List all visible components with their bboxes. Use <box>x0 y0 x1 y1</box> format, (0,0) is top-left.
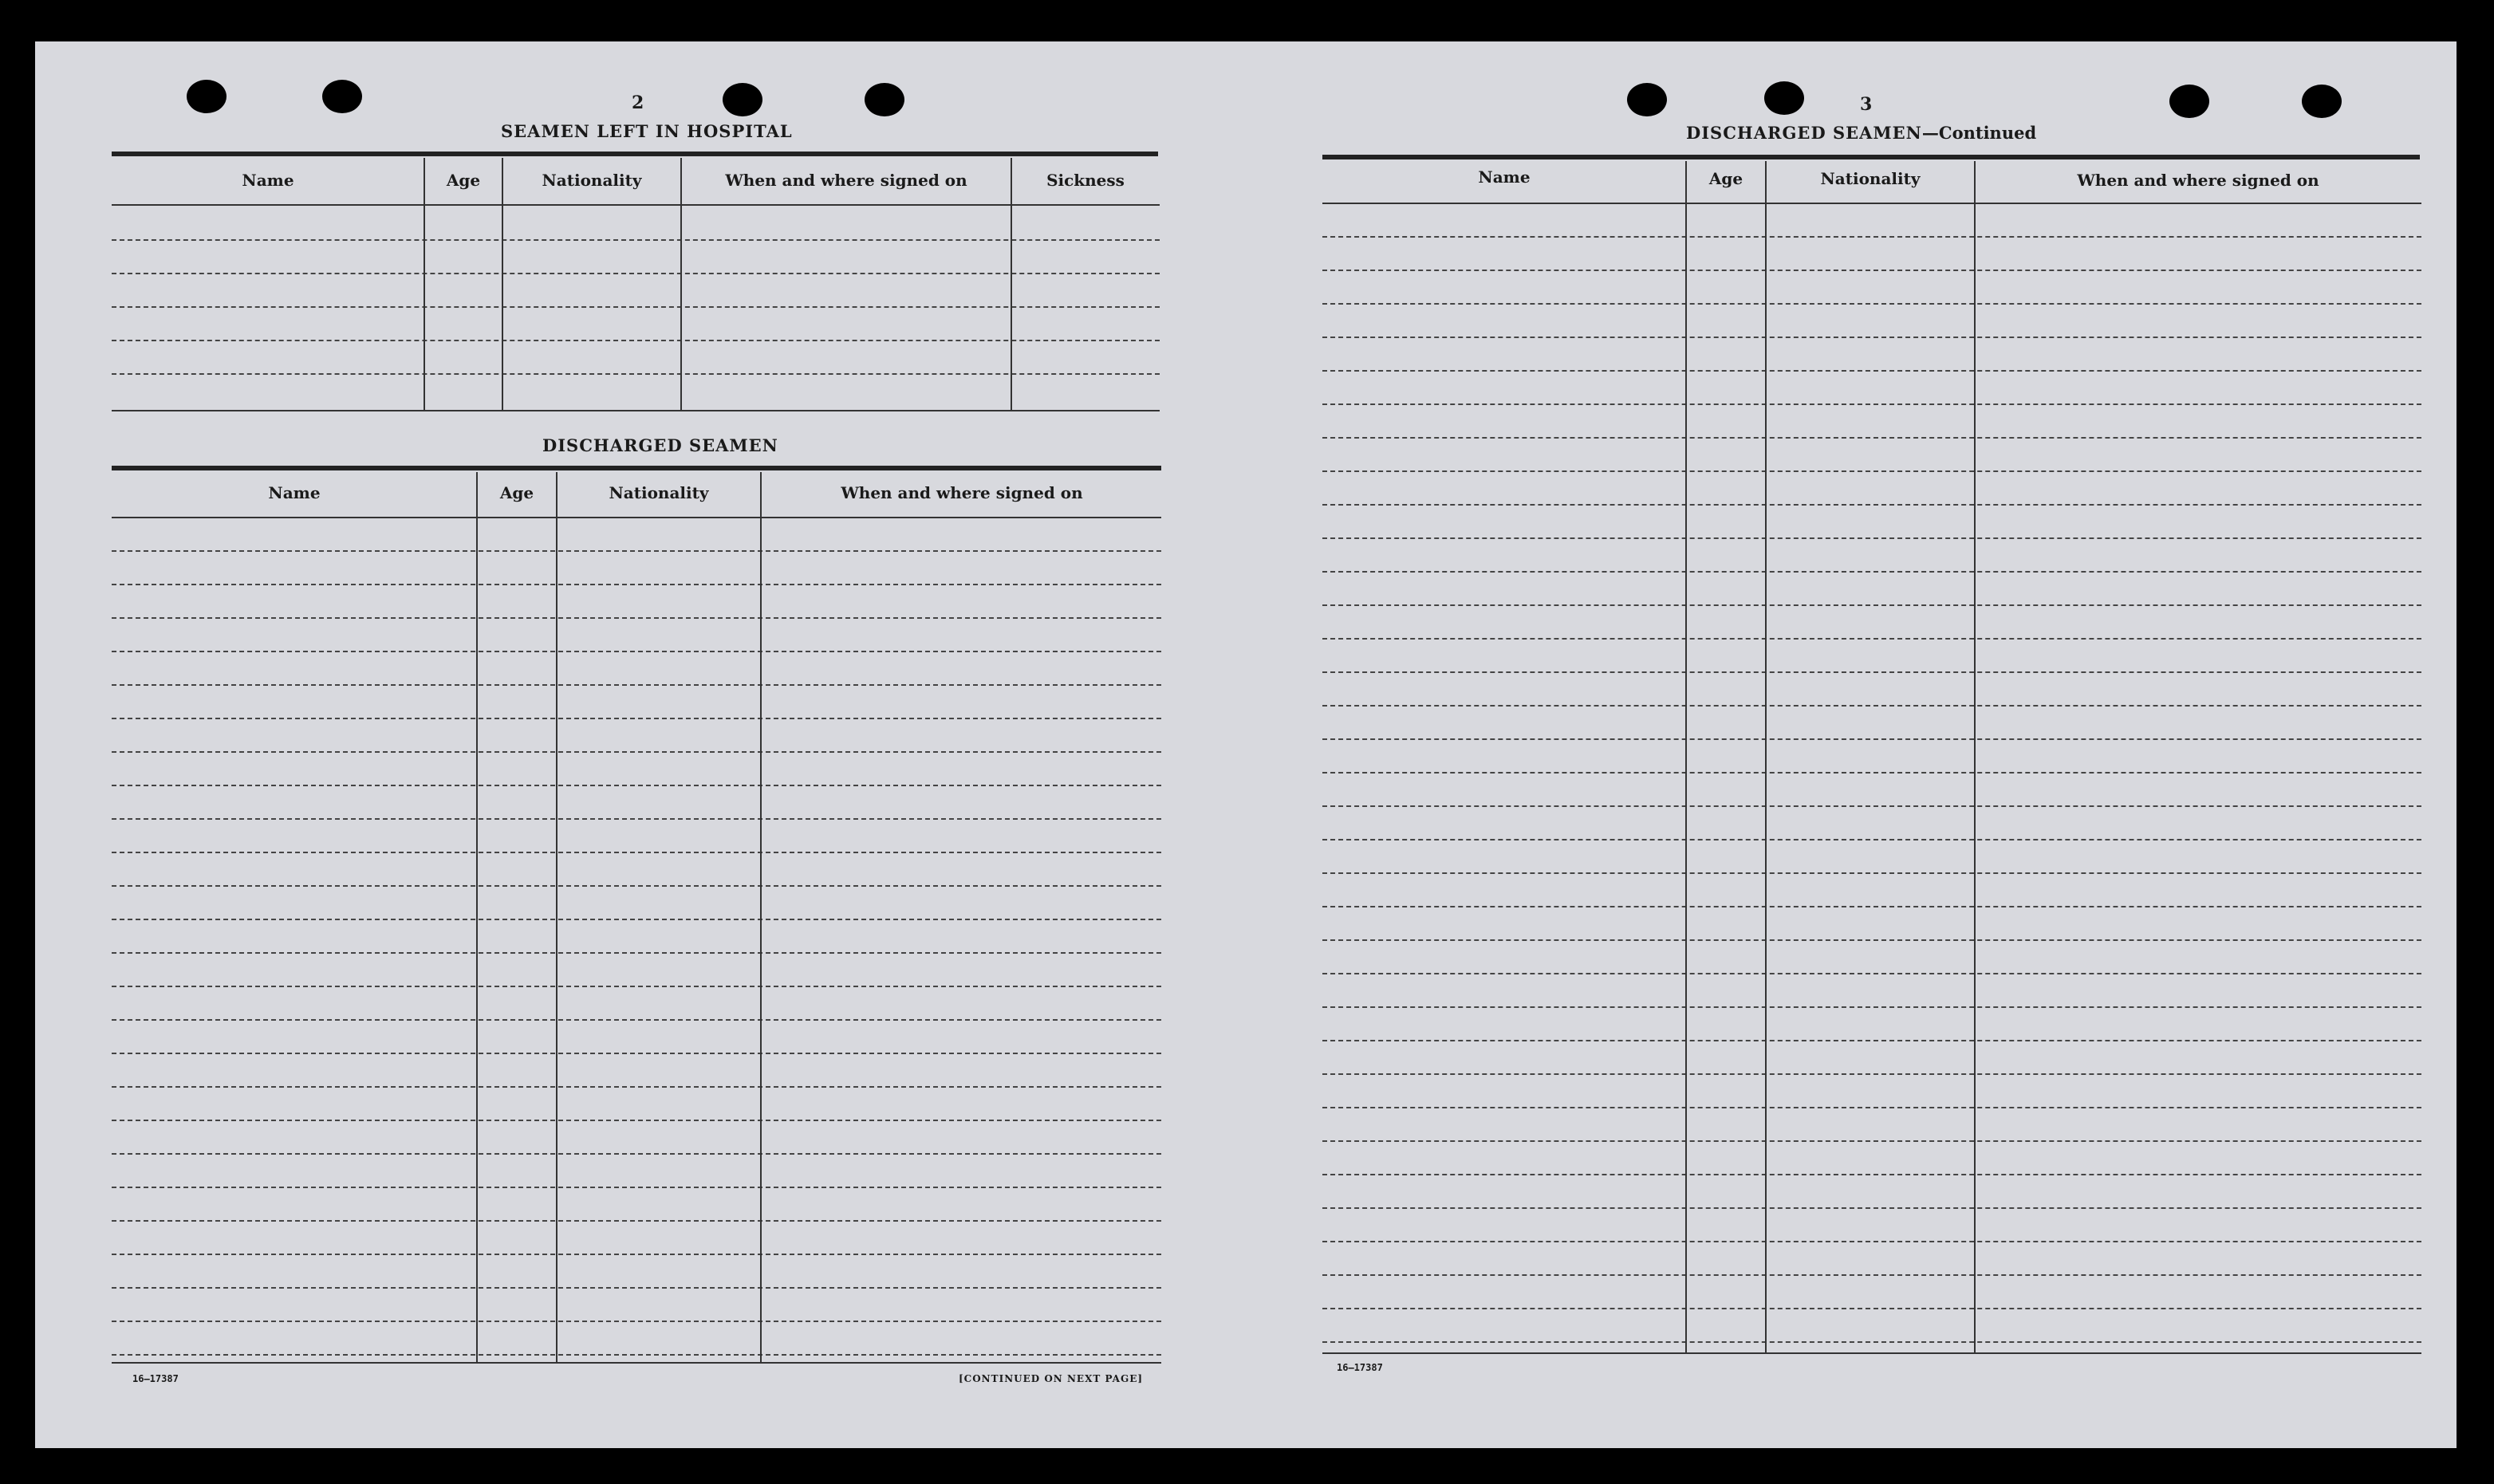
page-number-left: 2 <box>632 93 644 113</box>
discharged-row-rule <box>112 550 1161 552</box>
right-row-rule <box>1322 537 2421 539</box>
punch-hole <box>1627 83 1667 116</box>
right-row-rule <box>1322 1308 2421 1309</box>
discharged-col-divider <box>476 472 478 1362</box>
discharged-col-divider <box>760 472 762 1362</box>
right-row-rule <box>1322 738 2421 740</box>
hospital-col-name: Name <box>242 171 294 190</box>
right-row-rule <box>1322 671 2421 673</box>
hospital-col-divider <box>680 158 682 410</box>
discharged-section-title: DISCHARGED SEAMEN <box>542 435 778 455</box>
discharged-row-rule <box>112 1354 1161 1356</box>
punch-hole <box>187 80 227 113</box>
discharged-col-name: Name <box>268 483 321 502</box>
discharged-row-rule <box>112 1220 1161 1222</box>
right-row-rule <box>1322 872 2421 874</box>
discharged-row-rule <box>112 1120 1161 1121</box>
hospital-bottom-rule <box>112 410 1160 411</box>
discharged-row-rule <box>112 785 1161 786</box>
right-section-title-suffix: —Continued <box>1921 123 2037 143</box>
right-row-rule <box>1322 571 2421 573</box>
right-row-rule <box>1322 504 2421 506</box>
discharged-row-rule <box>112 651 1161 652</box>
right-col-divider <box>1974 161 1976 1352</box>
discharged-row-rule <box>112 1321 1161 1322</box>
right-col-divider <box>1765 161 1767 1352</box>
continued-note: [CONTINUED ON NEXT PAGE] <box>959 1373 1144 1384</box>
discharged-row-rule <box>112 1187 1161 1188</box>
discharged-header-rule <box>112 517 1161 518</box>
right-section-title-main: DISCHARGED SEAMEN <box>1686 123 1922 143</box>
discharged-row-rule <box>112 1287 1161 1289</box>
right-row-rule <box>1322 1006 2421 1008</box>
right-row-rule <box>1322 303 2421 305</box>
hospital-col-age: Age <box>446 171 481 190</box>
discharged-col-nationality: Nationality <box>609 483 709 502</box>
right-row-rule <box>1322 973 2421 974</box>
discharged-row-rule <box>112 818 1161 820</box>
right-row-rule <box>1322 1107 2421 1108</box>
right-row-rule <box>1322 1341 2421 1343</box>
discharged-row-rule <box>112 952 1161 954</box>
hospital-row-rule <box>112 340 1160 341</box>
discharged-col-signed-on: When and where signed on <box>841 483 1083 502</box>
right-bottom-rule <box>1322 1352 2421 1354</box>
right-row-rule <box>1322 270 2421 271</box>
right-header-rule <box>1322 203 2421 204</box>
right-row-rule <box>1322 1241 2421 1242</box>
right-col-age: Age <box>1708 169 1743 188</box>
right-row-rule <box>1322 1040 2421 1041</box>
right-col-signed-on: When and where signed on <box>2077 171 2319 190</box>
hospital-col-divider <box>1011 158 1012 410</box>
right-row-rule <box>1322 772 2421 773</box>
hospital-col-divider <box>502 158 503 410</box>
right-row-rule <box>1322 1073 2421 1075</box>
form-number-right: 16—17387 <box>1337 1362 1383 1373</box>
form-number-left: 16—17387 <box>132 1373 179 1384</box>
right-row-rule <box>1322 1207 2421 1209</box>
right-section-title <box>1686 123 2036 143</box>
punch-hole <box>1764 81 1804 115</box>
right-row-rule <box>1322 1174 2421 1175</box>
right-row-rule <box>1322 370 2421 372</box>
form-sheet <box>35 41 2457 1448</box>
discharged-row-rule <box>112 1053 1161 1054</box>
hospital-header-rule <box>112 204 1160 206</box>
hospital-section-title: SEAMEN LEFT IN HOSPITAL <box>501 121 793 141</box>
right-col-divider <box>1685 161 1687 1352</box>
right-row-rule <box>1322 604 2421 606</box>
page-number-right: 3 <box>1860 94 1873 115</box>
discharged-top-rule <box>112 466 1161 470</box>
hospital-col-divider <box>424 158 425 410</box>
hospital-row-rule <box>112 373 1160 375</box>
discharged-row-rule <box>112 1086 1161 1088</box>
right-row-rule <box>1322 638 2421 640</box>
discharged-row-rule <box>112 684 1161 686</box>
right-row-rule <box>1322 403 2421 405</box>
discharged-row-rule <box>112 986 1161 987</box>
discharged-row-rule <box>112 617 1161 619</box>
right-row-rule <box>1322 906 2421 907</box>
right-row-rule <box>1322 705 2421 707</box>
hospital-row-rule <box>112 273 1160 274</box>
right-row-rule <box>1322 805 2421 807</box>
hospital-row-rule <box>112 306 1160 308</box>
right-row-rule <box>1322 437 2421 439</box>
discharged-col-divider <box>556 472 558 1362</box>
discharged-col-age: Age <box>499 483 534 502</box>
hospital-col-signed-on: When and where signed on <box>725 171 967 190</box>
right-top-rule <box>1322 155 2420 159</box>
right-row-rule <box>1322 839 2421 840</box>
right-row-rule <box>1322 1140 2421 1142</box>
hospital-col-nationality: Nationality <box>542 171 642 190</box>
hospital-row-rule <box>112 239 1160 241</box>
right-row-rule <box>1322 236 2421 238</box>
discharged-bottom-rule <box>112 1362 1161 1364</box>
discharged-row-rule <box>112 1254 1161 1255</box>
punch-hole <box>723 83 762 116</box>
discharged-row-rule <box>112 852 1161 853</box>
right-col-name: Name <box>1478 167 1531 187</box>
discharged-row-rule <box>112 885 1161 887</box>
discharged-row-rule <box>112 919 1161 920</box>
right-row-rule <box>1322 337 2421 338</box>
right-row-rule <box>1322 939 2421 941</box>
discharged-row-rule <box>112 718 1161 719</box>
discharged-row-rule <box>112 1019 1161 1021</box>
punch-hole <box>2169 85 2209 118</box>
punch-hole <box>865 83 904 116</box>
punch-hole <box>322 80 362 113</box>
discharged-row-rule <box>112 584 1161 585</box>
discharged-row-rule <box>112 1153 1161 1155</box>
right-col-nationality: Nationality <box>1820 169 1921 188</box>
punch-hole <box>2302 85 2342 118</box>
hospital-col-sickness: Sickness <box>1046 171 1125 190</box>
hospital-top-rule <box>112 152 1158 156</box>
discharged-row-rule <box>112 751 1161 753</box>
right-row-rule <box>1322 470 2421 472</box>
right-row-rule <box>1322 1274 2421 1276</box>
